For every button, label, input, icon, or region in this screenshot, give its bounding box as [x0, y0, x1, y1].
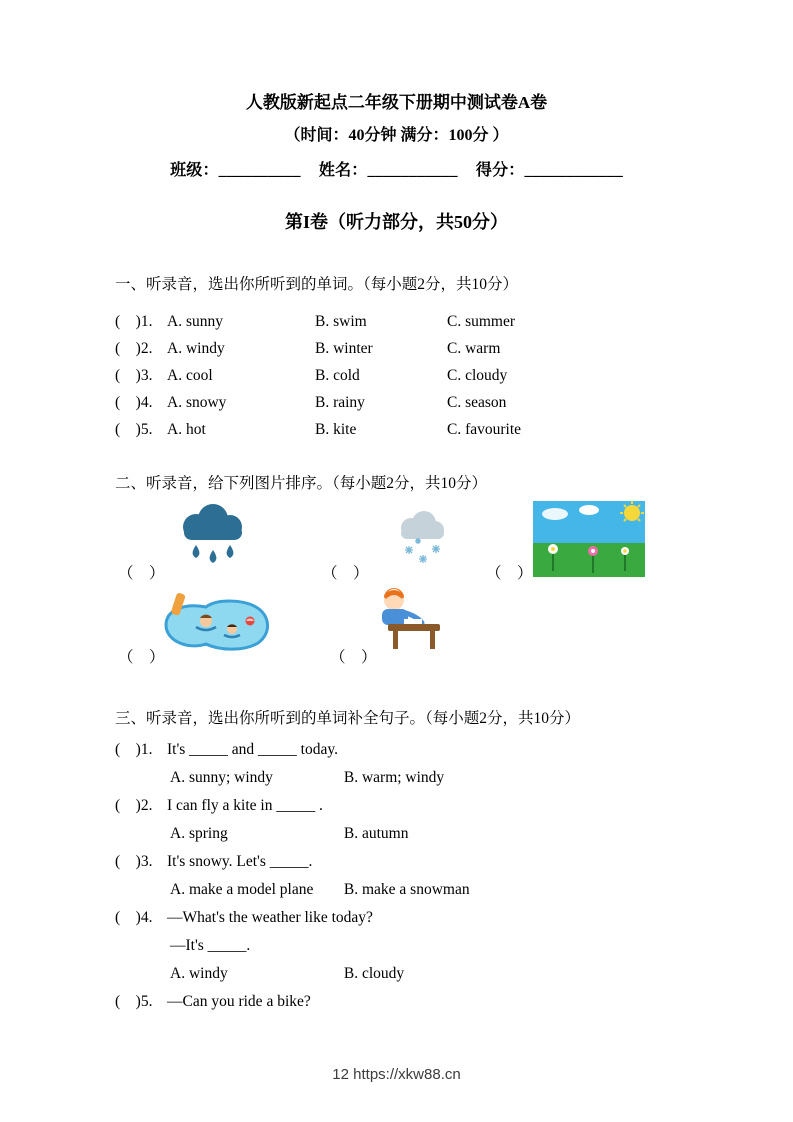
answer-blank: （ ）: [322, 565, 369, 582]
option-a: A. spring: [170, 825, 228, 842]
answer-blank: ( )4.: [115, 394, 153, 411]
section-1-heading: 第I卷（听力部分，共50分）: [284, 212, 508, 232]
page-footer: 12 https://xkw88.cn: [332, 1066, 461, 1083]
answer-blank: （ ）: [486, 565, 533, 582]
answer-blank: （ ）: [118, 649, 165, 666]
score-blank: 得分：____________: [475, 162, 623, 179]
sentence-text: I can fly a kite in _____ .: [167, 797, 323, 814]
option-a: A. snowy: [167, 394, 227, 411]
option-b: B. cloudy: [343, 965, 405, 982]
sentence-item: [115, 792, 723, 848]
option-b: B. kite: [315, 421, 357, 438]
cloud-icon: [579, 505, 599, 515]
boy-writing-image: [366, 583, 444, 653]
word-choice-row: [115, 389, 723, 416]
sentence-text: It's snowy. Let's _____.: [167, 853, 313, 870]
answer-blank: ( )1.: [115, 741, 153, 758]
swimming-pool-image: [158, 591, 276, 653]
sentence-item: [115, 736, 723, 792]
time-score-subtitle: （时间：40分钟 满分：100分 ）: [284, 127, 509, 144]
sunny-garden-image: [533, 501, 645, 577]
answer-blank: ( )3.: [115, 853, 153, 870]
cloud-icon: [542, 508, 568, 520]
part3-heading: 三、听录音，选出你所听到的单词补全句子。（每小题2分，共10分）: [115, 710, 581, 727]
option-b: B. warm; windy: [343, 769, 445, 786]
option-a: A. windy: [167, 340, 225, 357]
option-b: B. autumn: [343, 825, 409, 842]
word-choice-row: [115, 308, 723, 335]
option-b: B. rainy: [315, 394, 365, 411]
paper: [404, 619, 422, 624]
option-a: A. make a model plane: [170, 881, 314, 898]
sentence-item: [115, 904, 723, 988]
snowflakes-icon: [405, 538, 440, 563]
part2-heading: 二、听录音，给下列图片排序。（每小题2分，共10分）: [115, 475, 488, 492]
option-c: C. season: [447, 394, 507, 411]
answer-blank: ( )1.: [115, 313, 153, 330]
sentence-reply-line: [170, 932, 723, 960]
answer-blank: （ ）: [118, 565, 165, 582]
class-blank: 班级：__________: [170, 162, 301, 179]
part1-heading: 一、听录音，选出你所听到的单词。（每小题2分，共10分）: [115, 276, 519, 293]
option-c: C. summer: [447, 313, 516, 330]
option-a: A. sunny: [167, 313, 223, 330]
word-choice-row: [115, 362, 723, 389]
option-a: A. hot: [167, 421, 206, 438]
option-c: C. cloudy: [447, 367, 508, 384]
option-b: B. swim: [315, 313, 367, 330]
student-info-line: [0, 160, 793, 182]
page-title: 人教版新起点二年级下册期中测试卷A卷: [245, 93, 548, 112]
option-a: A. cool: [167, 367, 213, 384]
option-b: B. make a snowman: [343, 881, 470, 898]
answer-blank: ( )3.: [115, 367, 153, 384]
option-b: B. cold: [315, 367, 360, 384]
option-c: C. favourite: [447, 421, 522, 438]
option-b: B. winter: [315, 340, 373, 357]
answer-blank: ( )2.: [115, 340, 153, 357]
word-choice-row: [115, 416, 723, 443]
answer-blank: ( )5.: [115, 993, 153, 1010]
answer-blank: （ ）: [330, 649, 377, 666]
sentence-item: [115, 848, 723, 904]
sentence-text: —Can you ride a bike?: [167, 993, 311, 1010]
snow-cloud-image: [392, 511, 450, 569]
sentence-item: [115, 988, 723, 1016]
option-a: A. windy: [170, 965, 228, 982]
word-choice-list: [115, 308, 723, 443]
rain-cloud-image: [172, 503, 254, 571]
picture-ordering-area: [0, 495, 793, 680]
sentence-text: —It's _____.: [170, 937, 251, 954]
answer-blank: ( )2.: [115, 797, 153, 814]
sentence-text: It's _____ and _____ today.: [167, 741, 338, 758]
option-c: C. warm: [447, 340, 501, 357]
word-choice-row: [115, 335, 723, 362]
answer-blank: ( )5.: [115, 421, 153, 438]
sentence-text: —What's the weather like today?: [167, 909, 373, 926]
sentence-completion-list: [115, 736, 723, 1016]
name-blank: 姓名：___________: [318, 162, 458, 179]
answer-blank: ( )4.: [115, 909, 153, 926]
option-a: A. sunny; windy: [170, 769, 273, 786]
